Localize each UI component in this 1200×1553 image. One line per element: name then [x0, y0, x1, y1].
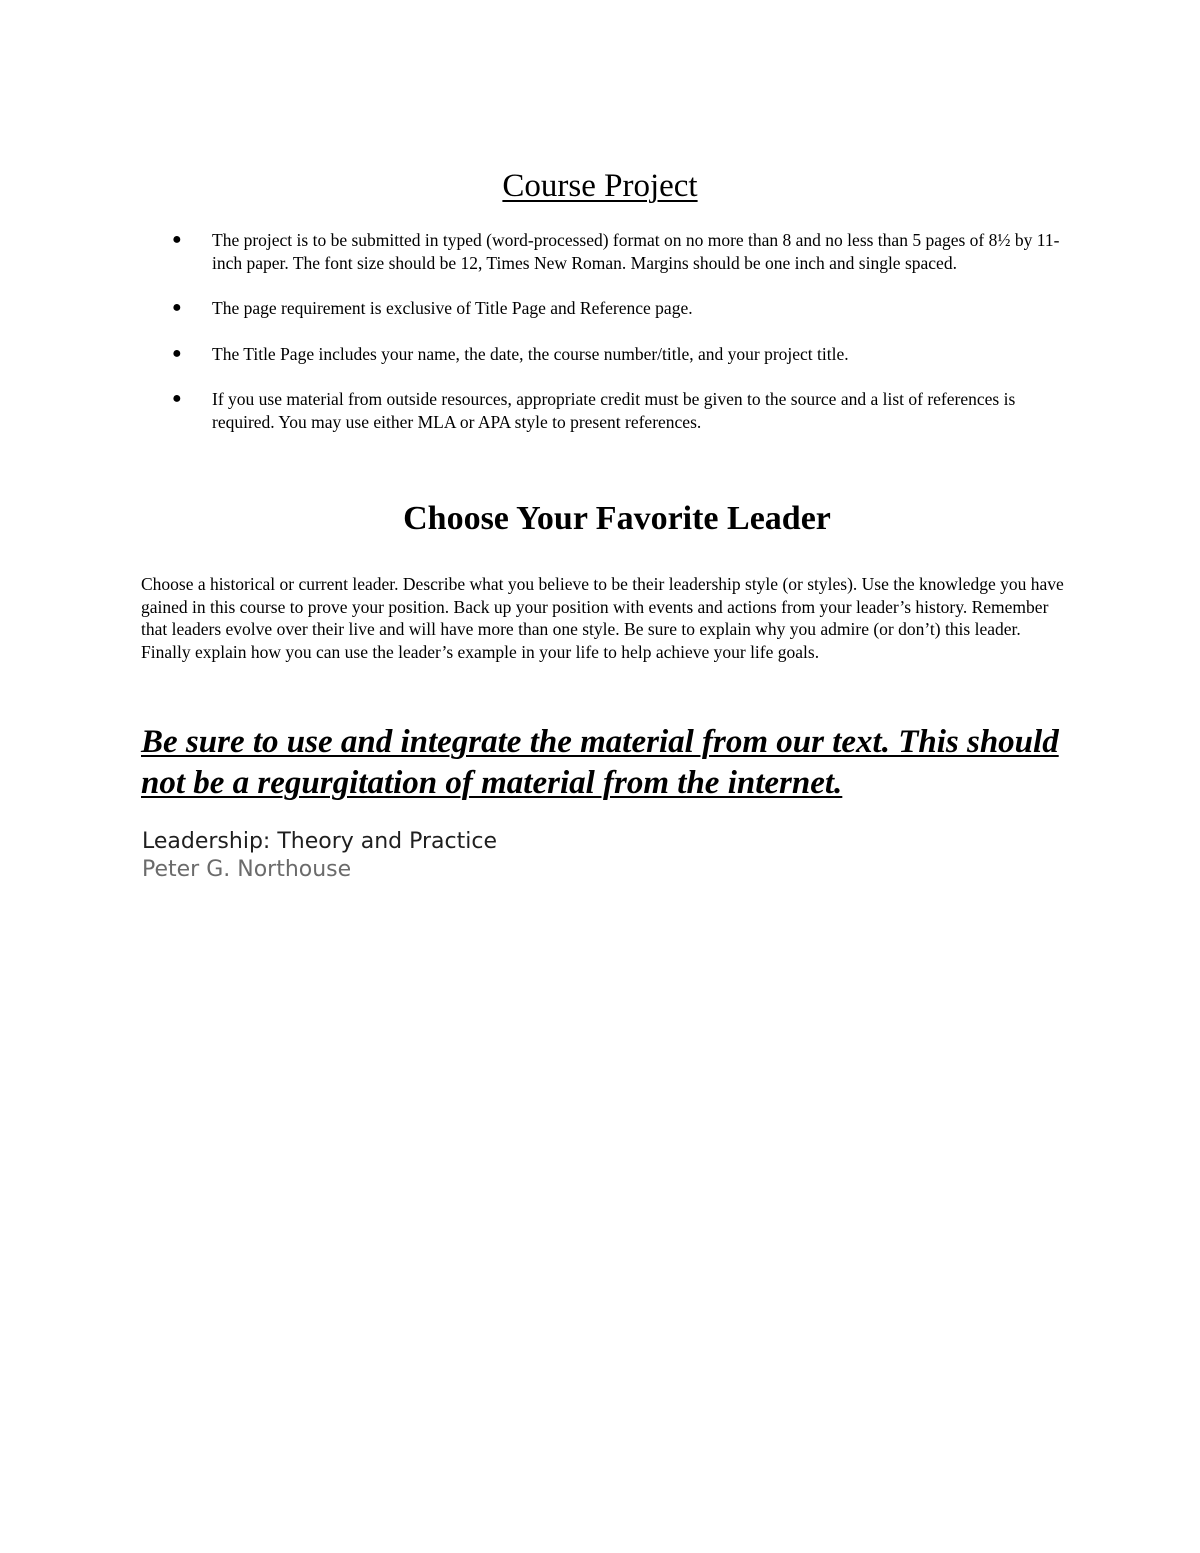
bullet-icon: ●: [172, 299, 182, 316]
list-item-text: If you use material from outside resources, appropriate credit must be given to the source and a list of references is required. You may use either MLA or APA style to present references.: [212, 389, 1016, 432]
requirements-list: [172, 229, 1062, 456]
page-title: Course Project: [502, 168, 698, 204]
list-item: [172, 297, 1062, 320]
assignment-paragraph: Choose a historical or current leader. Describe what you believe to be their leadership style (or styles). Use the knowledge you have gained in this course to prove your position. Back up your position with events and actions from your leader’s history. Remember that leaders evolve over their live and will have more than one style. Be sure to explain why you admire (or don’t) this leader. Finally explain how you can use the leader’s example in your life to help achieve your life goals.: [141, 574, 1064, 663]
list-item: [172, 343, 1062, 366]
bullet-icon: ●: [172, 390, 182, 407]
emphasis-note: Be sure to use and integrate the material from our text. This should not be a regurgitation of material from the internet.: [141, 724, 1059, 801]
list-item-text: The project is to be submitted in typed (word-processed) format on no more than 8 and no less than 5 pages of 8½ by 11-inch paper. The font size should be 12, Times New Roman. Margins should be one inch and single spaced.: [212, 230, 1060, 273]
reference-book-title: Leadership: Theory and Practice: [142, 829, 498, 854]
bullet-icon: ●: [172, 231, 182, 248]
section-heading: Choose Your Favorite Leader: [403, 500, 831, 537]
list-item-text: The page requirement is exclusive of Title Page and Reference page.: [212, 298, 693, 318]
reference-author: Peter G. Northouse: [142, 857, 352, 882]
bullet-icon: ●: [172, 344, 182, 362]
list-item: [172, 388, 1062, 433]
list-item-text: The Title Page includes your name, the date, the course number/title, and your project title.: [212, 343, 849, 364]
list-item: [172, 229, 1062, 274]
